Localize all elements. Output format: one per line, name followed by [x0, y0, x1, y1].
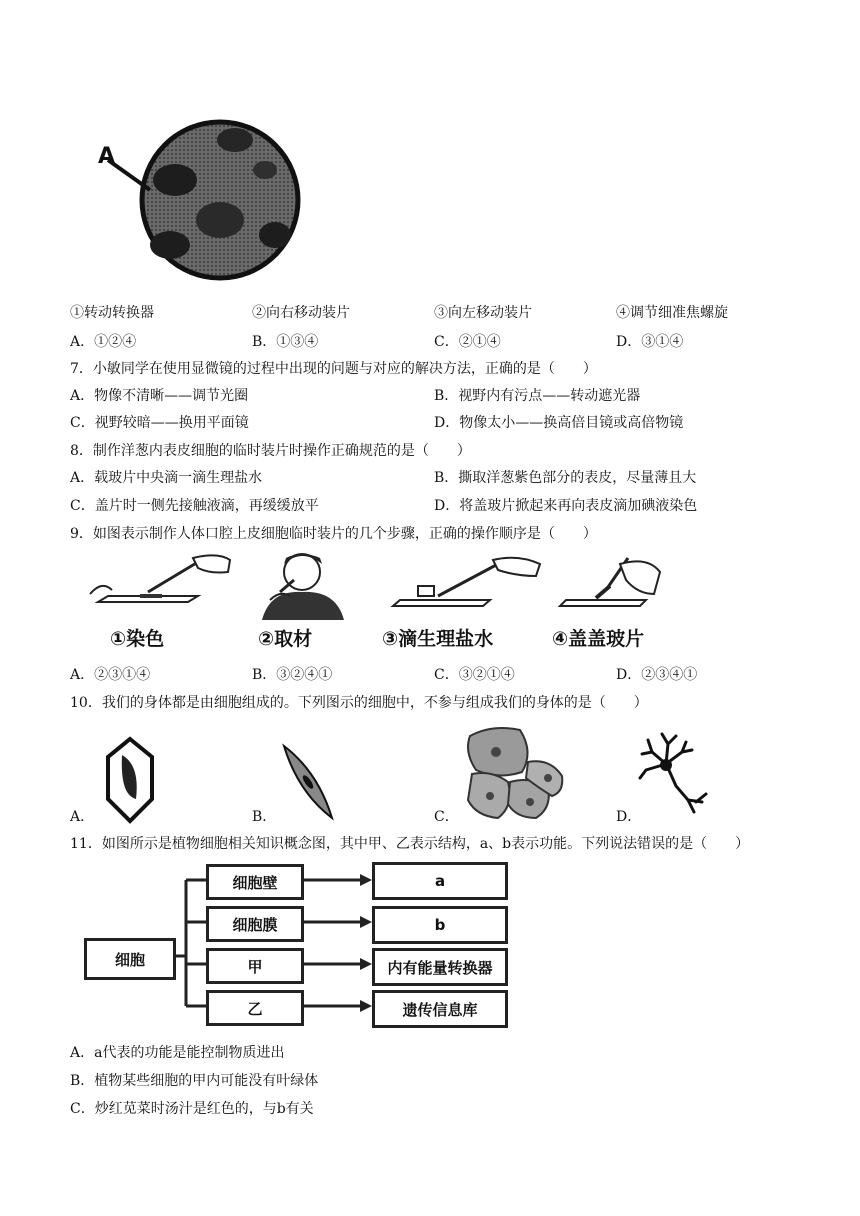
q10-option-c[interactable]: C．	[434, 809, 459, 825]
q9-stem: 9．如图表示制作人体口腔上皮细胞临时装片的几个步骤，正确的操作顺序是（ ）	[70, 526, 597, 542]
cell-image-d	[636, 730, 716, 815]
q7-option-c[interactable]: C．视野较暗——换用平面镜	[70, 415, 249, 431]
pointer-label: A	[98, 144, 116, 169]
q7-stem: 7．小敏同学在使用显微镜的过程中出现的问题与对应的解决方法，正确的是（ ）	[70, 361, 597, 377]
q6-step-4: ④调节细准焦螺旋	[616, 305, 728, 321]
q9-step-figures	[88, 550, 673, 656]
q9-option-c[interactable]: C．③②①④	[434, 667, 515, 683]
q7-option-d[interactable]: D．物像太小——换高倍目镜或高倍物镜	[434, 415, 684, 431]
diagram-structure-3: 甲	[206, 948, 304, 984]
caption-stain: ①染色	[110, 628, 165, 650]
q8-option-a[interactable]: A．载玻片中央滴一滴生理盐水	[70, 470, 263, 486]
caption-coverslip: ④盖盖玻片	[552, 628, 645, 650]
q6-option-c[interactable]: C．②①④	[434, 334, 501, 350]
q6-option-d[interactable]: D．③①④	[616, 334, 684, 350]
cell-concept-diagram	[82, 860, 512, 1030]
diagram-function-3: 内有能量转换器	[372, 948, 508, 986]
step-coverslip-image	[550, 550, 672, 656]
diagram-structure-1: 细胞壁	[206, 864, 304, 900]
q11-option-b[interactable]: B．植物某些细胞的甲内可能没有叶绿体	[70, 1073, 319, 1089]
microscope-field-figure	[70, 100, 310, 290]
q6-step-1: ①转动转换器	[70, 305, 154, 321]
q7-option-a[interactable]: A．物像不清晰——调节光圈	[70, 388, 249, 404]
cell-image-c	[462, 722, 568, 822]
q9-option-d[interactable]: D．②③④①	[616, 667, 698, 683]
cell-image-a	[100, 735, 160, 825]
diagram-root: 细胞	[84, 938, 176, 980]
q10-option-d[interactable]: D．	[616, 809, 642, 825]
q7-option-b[interactable]: B．视野内有污点——转动遮光器	[434, 388, 641, 404]
diagram-function-1: a	[372, 862, 508, 900]
q11-option-a[interactable]: A．a代表的功能是能控制物质进出	[70, 1045, 285, 1061]
diagram-function-2: b	[372, 906, 508, 944]
step-sample-image	[240, 550, 375, 656]
q6-option-b[interactable]: B．①③④	[252, 334, 319, 350]
diagram-structure-2: 细胞膜	[206, 906, 304, 942]
q9-option-a[interactable]: A．②③①④	[70, 667, 151, 683]
q6-step-2: ②向右移动装片	[252, 305, 350, 321]
step-saline-image	[378, 550, 543, 656]
caption-saline: ③滴生理盐水	[382, 628, 494, 650]
q10-stem: 10．我们的身体都是由细胞组成的。下列图示的细胞中，不参与组成我们的身体的是（ ）	[70, 695, 648, 711]
q8-option-b[interactable]: B．撕取洋葱紫色部分的表皮，尽量薄且大	[434, 470, 697, 486]
q10-option-a[interactable]: A．	[70, 809, 95, 825]
q11-option-c[interactable]: C．炒红苋菜时汤汁是红色的，与b有关	[70, 1101, 314, 1117]
q9-option-b[interactable]: B．③②④①	[252, 667, 333, 683]
diagram-structure-4: 乙	[206, 990, 304, 1026]
caption-sample: ②取材	[258, 628, 313, 650]
q8-stem: 8．制作洋葱内表皮细胞的临时装片时操作正确规范的是（ ）	[70, 443, 471, 459]
q10-option-b[interactable]: B．	[252, 809, 277, 825]
q11-stem: 11．如图所示是植物细胞相关知识概念图，其中甲、乙表示结构，a、b表示功能。下列说法错误的是（ ）	[70, 836, 750, 852]
q8-option-c[interactable]: C．盖片时一侧先接触液滴，再缓缓放平	[70, 498, 319, 514]
q6-option-a[interactable]: A．①②④	[70, 334, 137, 350]
cell-image-b	[278, 742, 338, 822]
q8-option-d[interactable]: D．将盖玻片掀起来再向表皮滴加碘液染色	[434, 498, 698, 514]
step-stain-image	[88, 550, 233, 656]
q6-step-3: ③向左移动装片	[434, 305, 532, 321]
diagram-function-4: 遗传信息库	[372, 990, 508, 1028]
